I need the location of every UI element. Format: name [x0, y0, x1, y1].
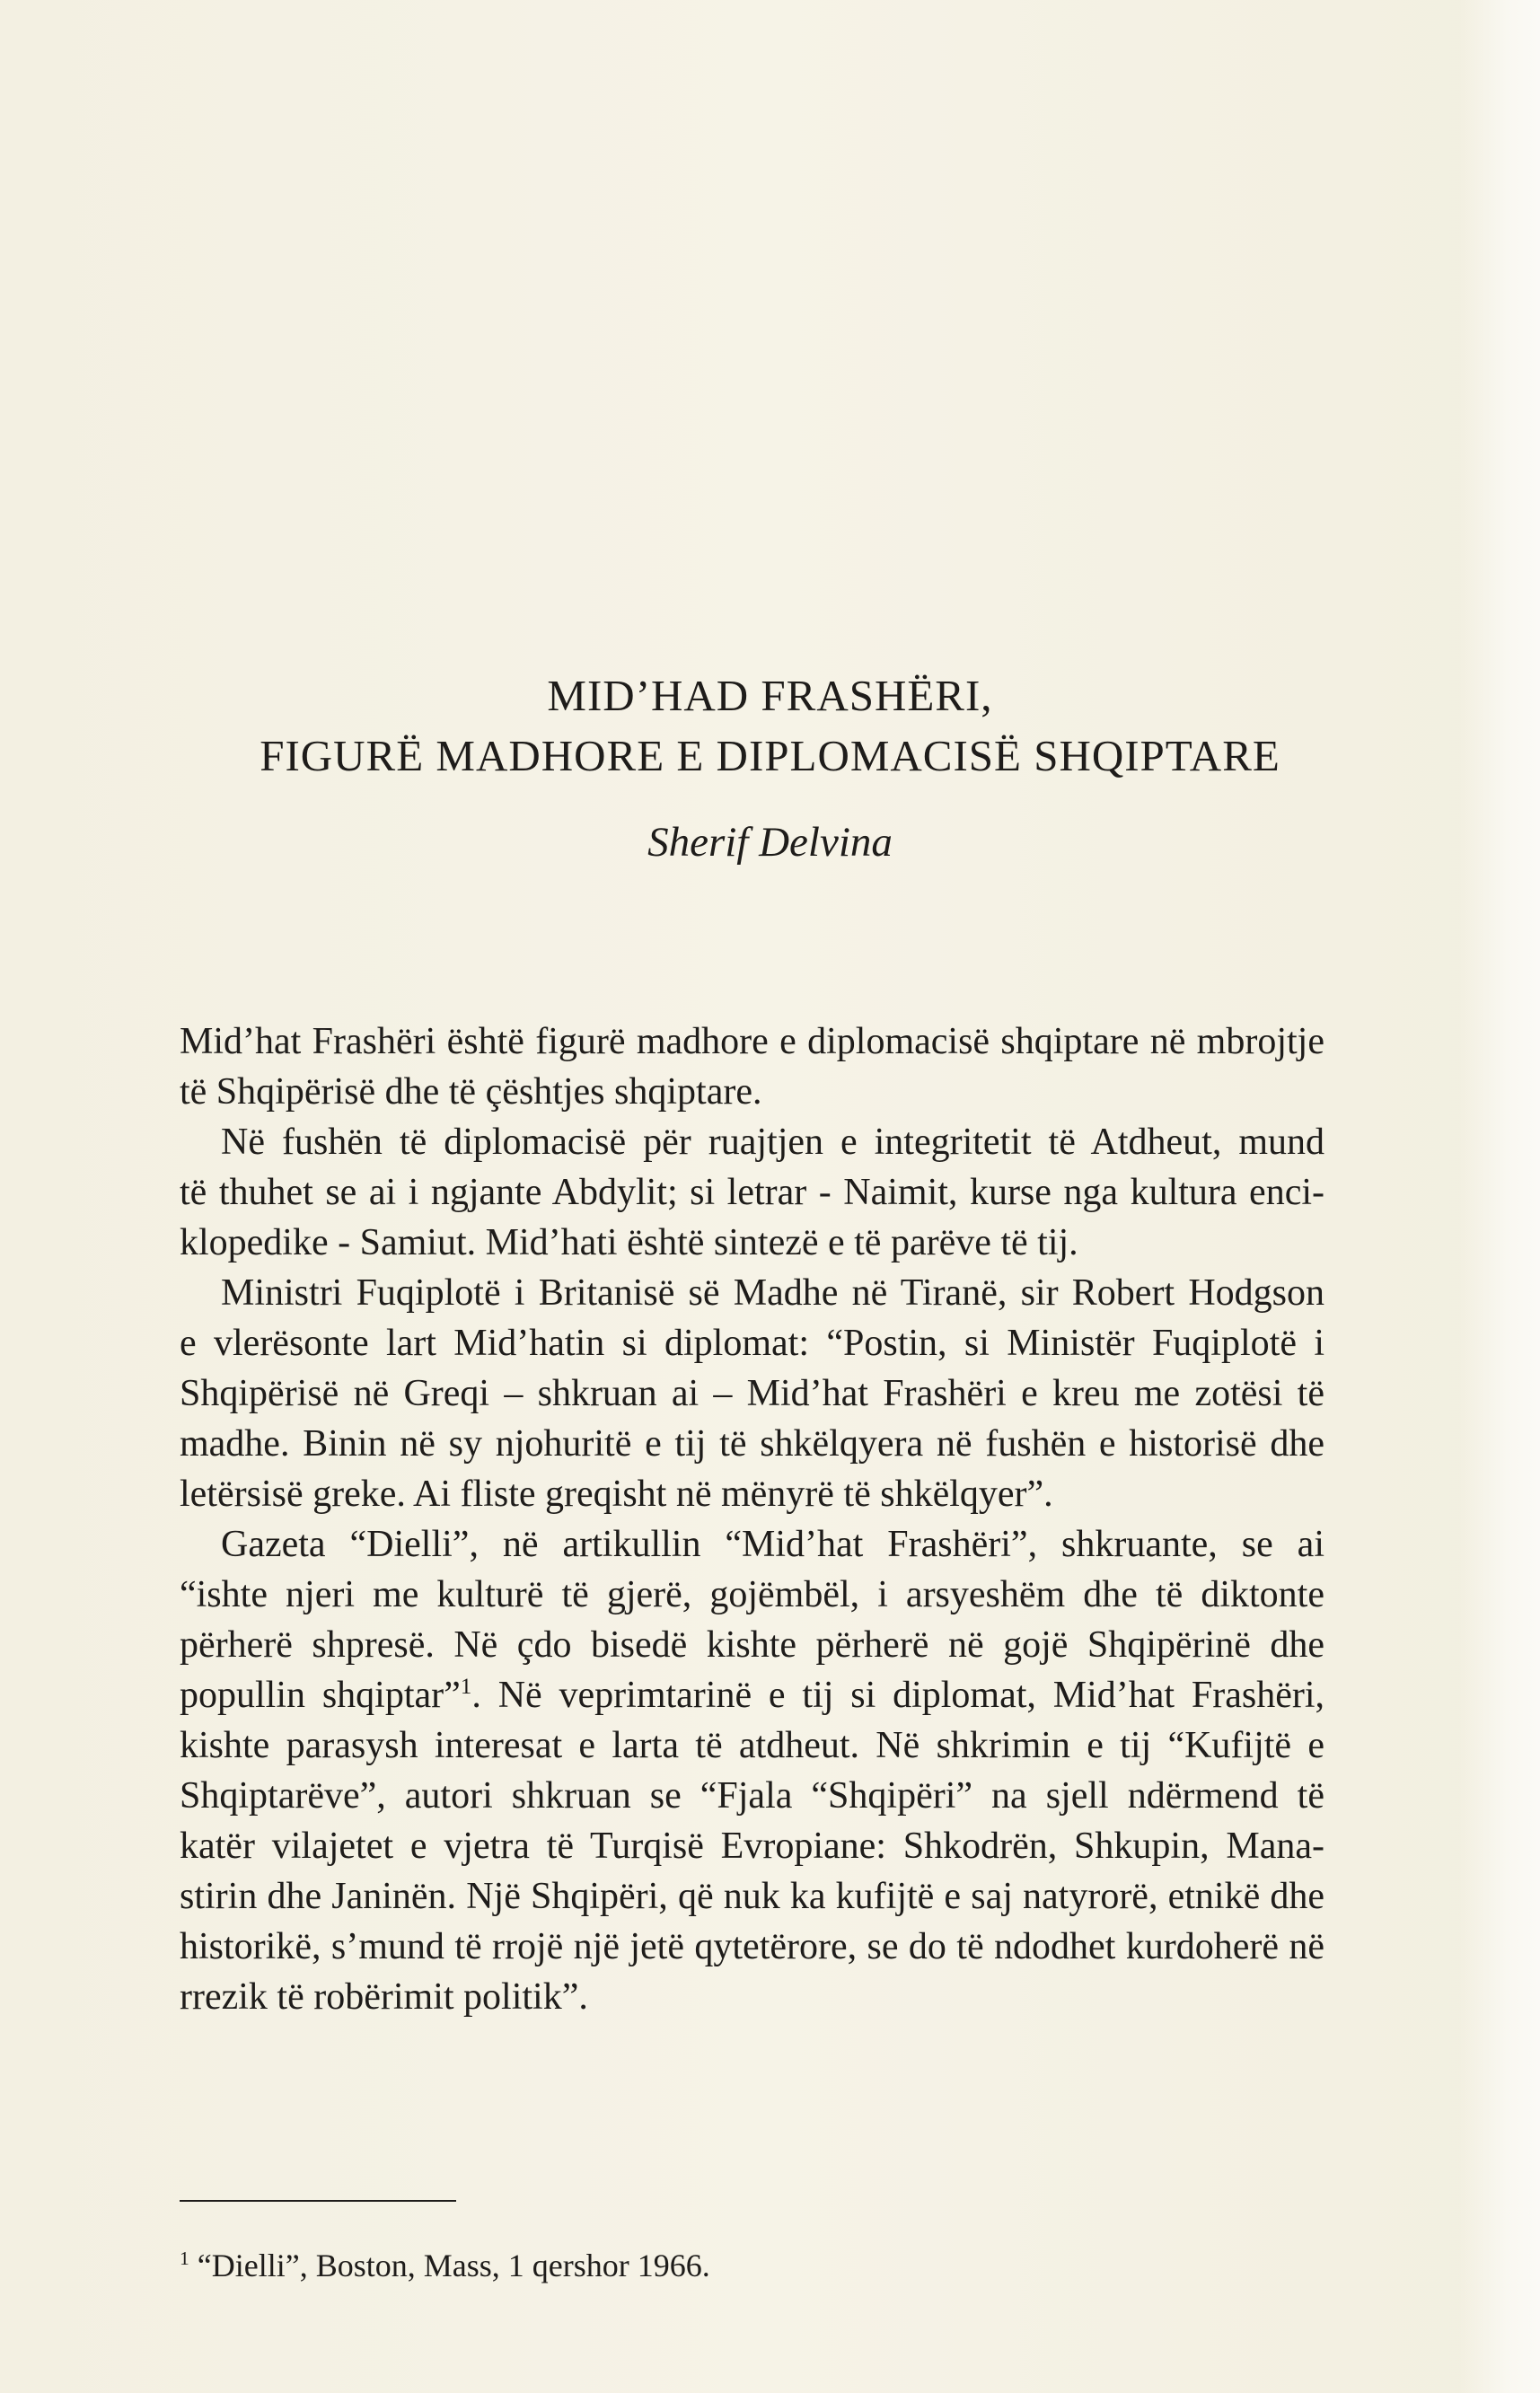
body-line: “ishte njeri me kulturë të gjerë, gojëmbël, i arsyeshëm dhe të diktonte [180, 1574, 1324, 1615]
footnote [180, 2249, 710, 2282]
footnote-text: “Dielli”, Boston, Mass, 1 qershor 1966. [189, 2248, 710, 2283]
body-line: rrezik të robërimit politik”. [180, 1976, 588, 2018]
body-line-part: . Në veprimtarinë e tij si diplomat, Mid’hat Frashëri, [471, 1675, 1324, 1716]
footnote-reference: 1 [460, 1675, 472, 1699]
footnote-marker: 1 [180, 2248, 189, 2269]
author-name: Sherif Delvina [647, 819, 893, 866]
body-line: të thuhet se ai i ngjante Abdylit; si letrar - Naimit, kurse nga kultura enci- [180, 1172, 1324, 1213]
body-line: të Shqipërisë dhe të çështjes shqiptare. [180, 1071, 762, 1113]
body-line: historikë, s’mund të rrojë një jetë qytetërore, se do të ndodhet kurdoherë në [180, 1926, 1324, 1967]
body-line: klopedike - Samiut. Mid’hati është sintezë e të parëve të tij. [180, 1222, 1078, 1263]
body-line: Ministri Fuqiplotë i Britanisë së Madhe në Tiranë, sir Robert Hodgson [221, 1272, 1324, 1314]
body-line: Gazeta “Dielli”, në artikullin “Mid’hat Frashëri”, shkruante, se ai [221, 1524, 1324, 1565]
body-line-part: popullin shqiptar” [180, 1675, 461, 1716]
body-line: madhe. Binin në sy njohuritë e tij të shkëlqyera në fushën e historisë dhe [180, 1423, 1324, 1465]
body-line: e vlerësonte lart Mid’hatin si diplomat: “Postin, si Ministër Fuqiplotë i [180, 1323, 1324, 1364]
body-line: Shqipërisë në Greqi – shkruan ai – Mid’hat Frashëri e kreu me zotësi të [180, 1373, 1324, 1414]
article-title-line-2: FIGURË MADHORE E DIPLOMACISË SHQIPTARE [260, 731, 1280, 780]
body-line: kishte parasysh interesat e larta të atdheut. Në shkrimin e tij “Kufijtë e [180, 1725, 1324, 1766]
page-edge-highlight [1459, 0, 1540, 2393]
body-line: letërsisë greke. Ai fliste greqisht në mënyrë të shkëlqyer”. [180, 1474, 1053, 1515]
body-line: stirin dhe Janinën. Një Shqipëri, që nuk ka kufijtë e saj natyrorë, etnikë dhe [180, 1876, 1324, 1917]
body-line: Shqiptarëve”, autori shkruan se “Fjala “Shqipëri” na sjell ndërmend të [180, 1775, 1324, 1817]
body-line [180, 1670, 1324, 1720]
article-title-line-1: MID’HAD FRASHËRI, [547, 671, 993, 720]
body-line: Mid’hat Frashëri është figurë madhore e diplomacisë shqiptare në mbrojtje [180, 1021, 1324, 1062]
footnote-divider [180, 2200, 456, 2202]
body-line: katër vilajetet e vjetra të Turqisë Evropiane: Shkodrën, Shkupin, Mana- [180, 1826, 1324, 1867]
body-line: Në fushën të diplomacisë për ruajtjen e integritetit të Atdheut, mund [221, 1122, 1324, 1163]
body-line: përherë shpresë. Në çdo bisedë kishte përherë në gojë Shqipërinë dhe [180, 1624, 1324, 1666]
